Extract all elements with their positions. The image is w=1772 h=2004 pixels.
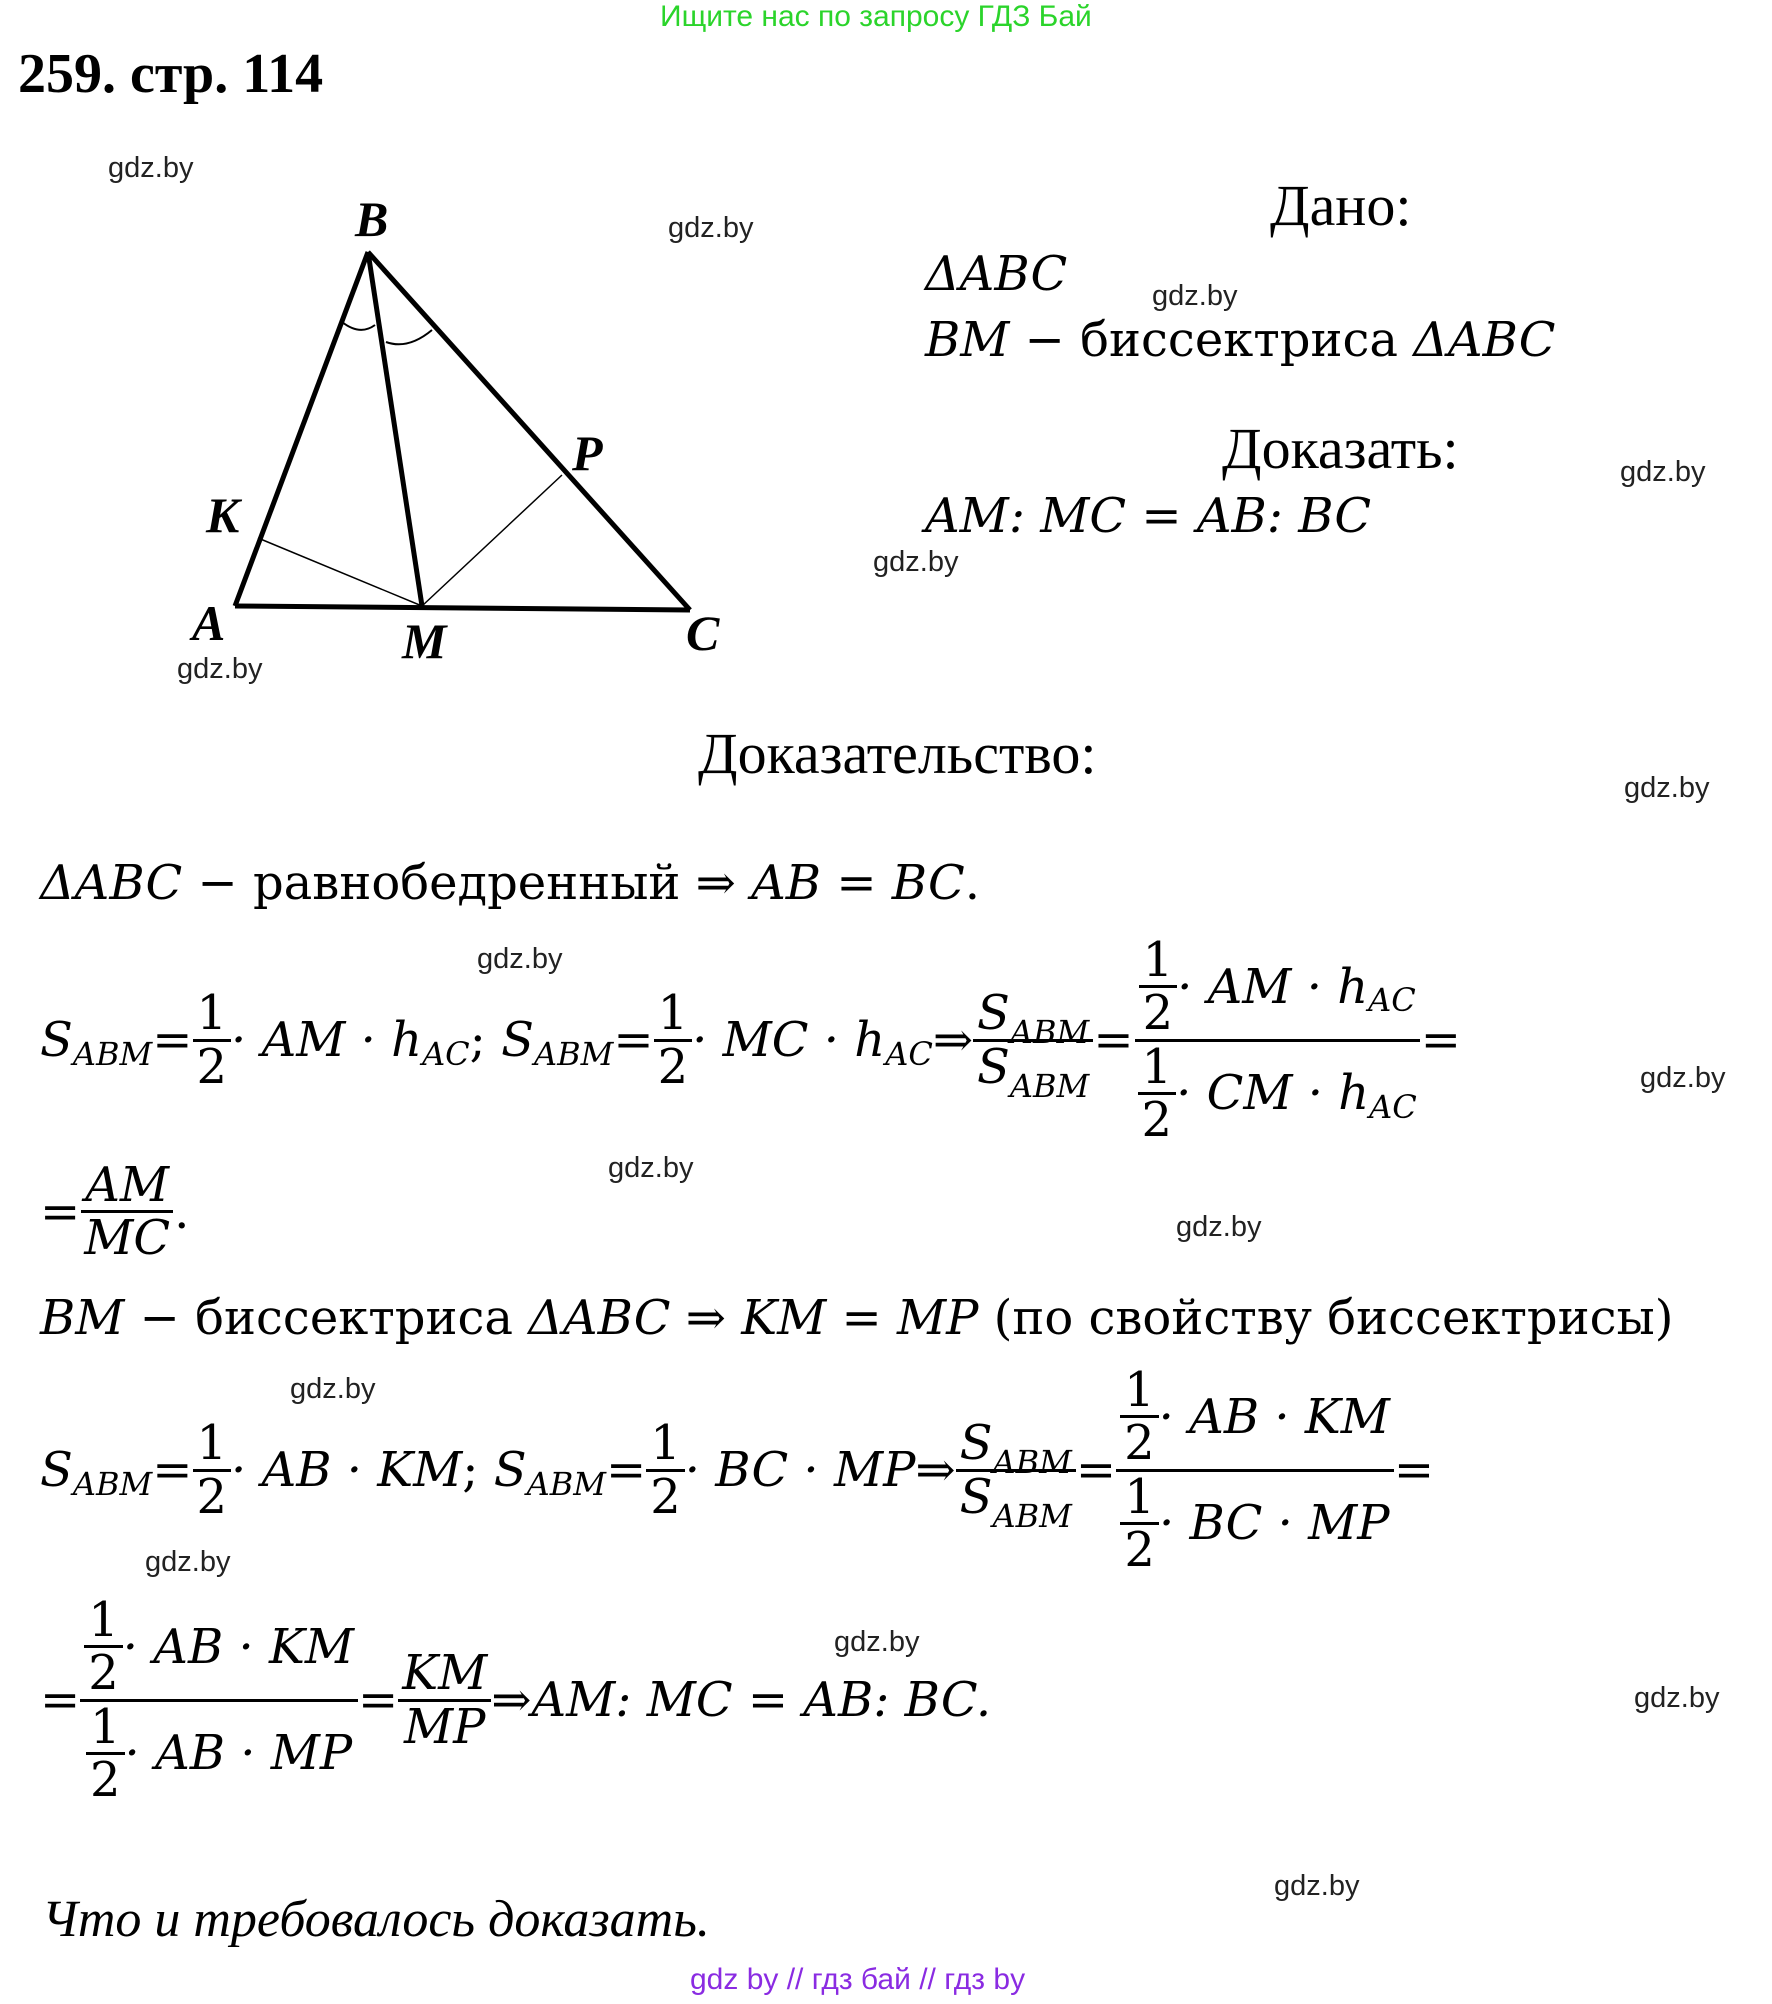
proof-heading: Доказательство: xyxy=(698,721,1097,786)
proof-line-isosceles: ΔABC − равнобедренный ⇒ AB = BC. xyxy=(40,855,980,911)
top-banner: Ищите нас по запросу ГДЗ Бай xyxy=(660,0,1092,33)
label-c: C xyxy=(686,605,720,661)
page-title: 259. стр. 114 xyxy=(18,43,324,105)
watermark: gdz.by xyxy=(1176,1211,1262,1243)
prove-heading: Доказать: xyxy=(1222,416,1459,481)
perpendicular-mk xyxy=(258,538,422,606)
label-b: B xyxy=(355,195,389,247)
watermark: gdz.by xyxy=(145,1546,231,1578)
label-a: A xyxy=(192,595,226,651)
triangle-figure xyxy=(170,195,740,675)
proof-line-bisector-property: BM − биссектриса ΔABC ⇒ KM = MP (по свойству биссектрисы) xyxy=(40,1290,1674,1346)
footer-links: gdz by // гдз бай // гдз by xyxy=(690,1963,1026,1996)
watermark: gdz.by xyxy=(108,152,194,184)
proof-line-ratio-am-mc: = $\frac{AM}{MC}$ . xyxy=(40,1157,190,1267)
watermark: gdz.by xyxy=(290,1373,376,1405)
angle-arc-mbc xyxy=(386,330,432,344)
label-p: P xyxy=(572,425,603,481)
conclusion: Что и требовалось доказать. xyxy=(42,1891,710,1948)
side-ab xyxy=(235,252,368,606)
watermark: gdz.by xyxy=(668,212,754,244)
label-m: M xyxy=(402,613,447,669)
watermark: gdz.by xyxy=(1640,1062,1726,1094)
given-triangle: ΔABC xyxy=(925,246,1068,302)
watermark: gdz.by xyxy=(1274,1870,1360,1902)
watermark: gdz.by xyxy=(177,653,263,685)
prove-statement: AM: MC = AB: BC xyxy=(925,488,1372,544)
watermark: gdz.by xyxy=(1620,456,1706,488)
proof-line-final: = $\frac{1}{2}$ · AB · KM $\frac{1}{2}$ · AB · MP = $\frac{KM}{MP}$ ⇒ AM: MC = AB: BC. xyxy=(40,1592,992,1809)
perpendicular-mp xyxy=(422,475,562,606)
label-k: K xyxy=(206,487,240,543)
watermark: gdz.by xyxy=(608,1152,694,1184)
watermark: gdz.by xyxy=(1634,1682,1720,1714)
proof-line-area-height: S ABM = $\frac{1}{2}$ · AM · h AC ; S ABM = $\frac{1}{2}$ · MC · h AC ⇒ $\frac{S_{ABM}}{S_{ABM}}$ = $\frac{1}{2}$ · AM · h AC $\frac{1}{2}$ · CM · h AC = xyxy=(40,932,1461,1149)
watermark: gdz.by xyxy=(477,943,563,975)
proof-line-area-km-mp: S ABM = $\frac{1}{2}$ · AB · KM ; S ABM = $\frac{1}{2}$ · BC · MP ⇒ $\frac{S_{ABM}}{S_{ABM}}$ = $\frac{1}{2}$ · AB · KM $\frac{1}{2}$ · BC · MP = xyxy=(40,1362,1435,1579)
given-bisector: BM − биссектриса ΔABC xyxy=(925,312,1556,368)
watermark: gdz.by xyxy=(1152,280,1238,312)
given-heading: Дано: xyxy=(1270,173,1412,238)
watermark: gdz.by xyxy=(873,546,959,578)
angle-arc-abm xyxy=(342,322,375,330)
side-ac xyxy=(235,606,690,610)
watermark: gdz.by xyxy=(1624,772,1710,804)
watermark: gdz.by xyxy=(834,1626,920,1658)
